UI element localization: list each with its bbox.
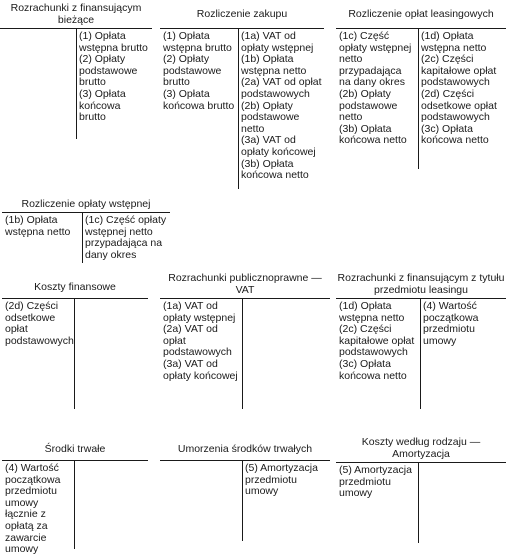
t-account-umorzenia-srodkow-trwalych [160, 440, 330, 541]
debit-column [336, 463, 418, 543]
debit-column [2, 461, 74, 556]
account-title: Koszty według rodzaju — Amortyzacja [336, 436, 506, 463]
entry: (1) Opłata wstępna brutto [163, 30, 232, 54]
account-title: Rozliczenie zakupu [160, 2, 324, 29]
t-divider [242, 299, 243, 409]
entry: (2b) Opłaty podstawowe netto [339, 87, 398, 124]
account-body [336, 29, 506, 169]
entry: (5) Amortyzacja przedmiotu umowy [245, 462, 318, 498]
account-body [160, 299, 330, 409]
entry: (3b) Opłata końcowa netto [339, 122, 407, 147]
account-body [2, 461, 148, 556]
entry: (4) Wartość początkowa przedmiotu umowy [423, 300, 479, 347]
debit-column [2, 213, 82, 263]
t-account-rozrachunki-publicznoprawne-vat [160, 272, 330, 409]
entry: (2d) Części odsetkowe opłat podstawowych [421, 87, 497, 124]
account-body [2, 299, 148, 409]
account-title: Rozrachunki z finansującym z tytułu przedmiotu leasingu [336, 272, 506, 299]
entry: (2) Opłaty podstawowe brutto [79, 53, 138, 89]
entry: (1a) VAT od opłaty wstępnej [241, 30, 314, 54]
entry: (1d) Opłata wstępna netto [421, 30, 487, 54]
entry: (3a) VAT od opłaty końcowej [241, 134, 316, 158]
entry: (2b) Opłaty podstawowe netto [241, 99, 300, 135]
account-title: Środki trwałe [2, 440, 148, 461]
debit-column [336, 299, 420, 409]
entry: (3) Opłata końcowa brutto [163, 87, 235, 112]
entry: (3b) Opłata końcowa netto [241, 157, 309, 182]
entry: (2c) Części kapitałowe opłat podstawowych [339, 323, 415, 359]
entry: (1) Opłata wstępna brutto [79, 30, 148, 54]
entry: (3c) Opłata końcowa netto [339, 357, 407, 382]
t-divider [238, 29, 239, 189]
account-title: Rozliczenie opłaty wstępnej [2, 198, 170, 213]
t-divider [418, 463, 419, 543]
account-body [160, 29, 324, 189]
t-divider [242, 461, 243, 541]
entry: (1b) Opłata wstępna netto [5, 214, 71, 238]
t-account-koszty-finansowe [2, 278, 148, 409]
account-title: Koszty finansowe [2, 278, 148, 299]
entry: (1a) VAT od opłaty wstępnej [163, 300, 236, 324]
t-account-rozrachunki-z-tytulu-przedmiotu-leasingu [336, 272, 506, 409]
t-account-rozrachunki-z-finansujacym-biezace [0, 2, 152, 139]
entry: (2a) VAT od opłat podstawowych [241, 76, 322, 100]
credit-column [418, 463, 505, 543]
t-divider [74, 461, 75, 549]
debit-column [2, 299, 74, 409]
entry: (2d) Części odsetkowe opłat podstawowych [5, 300, 74, 347]
account-body [336, 463, 506, 543]
credit-column [420, 299, 503, 409]
entry: (1b) Opłata wstępna netto [241, 53, 307, 77]
debit-column [336, 29, 418, 169]
account-body [336, 299, 506, 409]
credit-column [74, 461, 143, 549]
entry: (1c) Część opłaty wstępnej netto przypadająca na dany okres [85, 214, 167, 261]
credit-column [242, 461, 329, 541]
credit-column [74, 299, 143, 409]
t-divider [420, 299, 421, 409]
t-account-rozliczenie-oplaty-wstepnej [2, 198, 170, 263]
account-title: Rozrachunki z finansującym bieżące [0, 2, 152, 29]
account-body [0, 29, 152, 139]
credit-column [82, 213, 169, 263]
entry: (2c) Części kapitałowe opłat podstawowych [421, 53, 497, 89]
entry: (2) Opłaty podstawowe brutto [163, 53, 222, 89]
t-divider [82, 213, 83, 263]
credit-column [418, 29, 505, 169]
debit-column [160, 299, 242, 409]
entry: (3c) Opłata końcowa netto [421, 122, 489, 147]
account-title: Rozrachunki publicznoprawne — VAT [160, 272, 330, 299]
t-account-srodki-trwale [2, 440, 148, 556]
credit-column [76, 29, 149, 139]
account-body [2, 213, 170, 263]
t-divider [74, 299, 75, 409]
entry: (4) Wartość początkowa przedmiotu umowy łącznie z opłatą za zawarcie umowy [5, 462, 61, 556]
entry: (3) Opłata końcowa brutto [79, 87, 126, 124]
t-account-rozliczenie-zakupu [160, 2, 324, 189]
entry: (1d) Opłata wstępna netto [339, 300, 405, 324]
account-body [160, 461, 330, 541]
t-account-koszty-wedlug-rodzaju-amortyzacja [336, 436, 506, 543]
t-divider [76, 29, 77, 139]
entry: (1c) Część opłaty wstępnej netto przypadająca na dany okres [339, 30, 412, 89]
account-title: Umorzenia środków trwałych [160, 440, 330, 461]
t-account-rozliczenie-oplat-leasingowych [336, 2, 506, 169]
entry: (2a) VAT od opłat podstawowych [163, 323, 232, 359]
credit-column [242, 299, 329, 409]
account-title: Rozliczenie opłat leasingowych [336, 2, 506, 29]
t-divider [418, 29, 419, 169]
debit-column [0, 29, 76, 139]
entry: (5) Amortyzacja przedmiotu umowy [339, 464, 412, 500]
entry: (3a) VAT od opłaty końcowej [163, 357, 238, 382]
debit-column [160, 461, 242, 541]
credit-column [238, 29, 323, 189]
debit-column [160, 29, 238, 189]
